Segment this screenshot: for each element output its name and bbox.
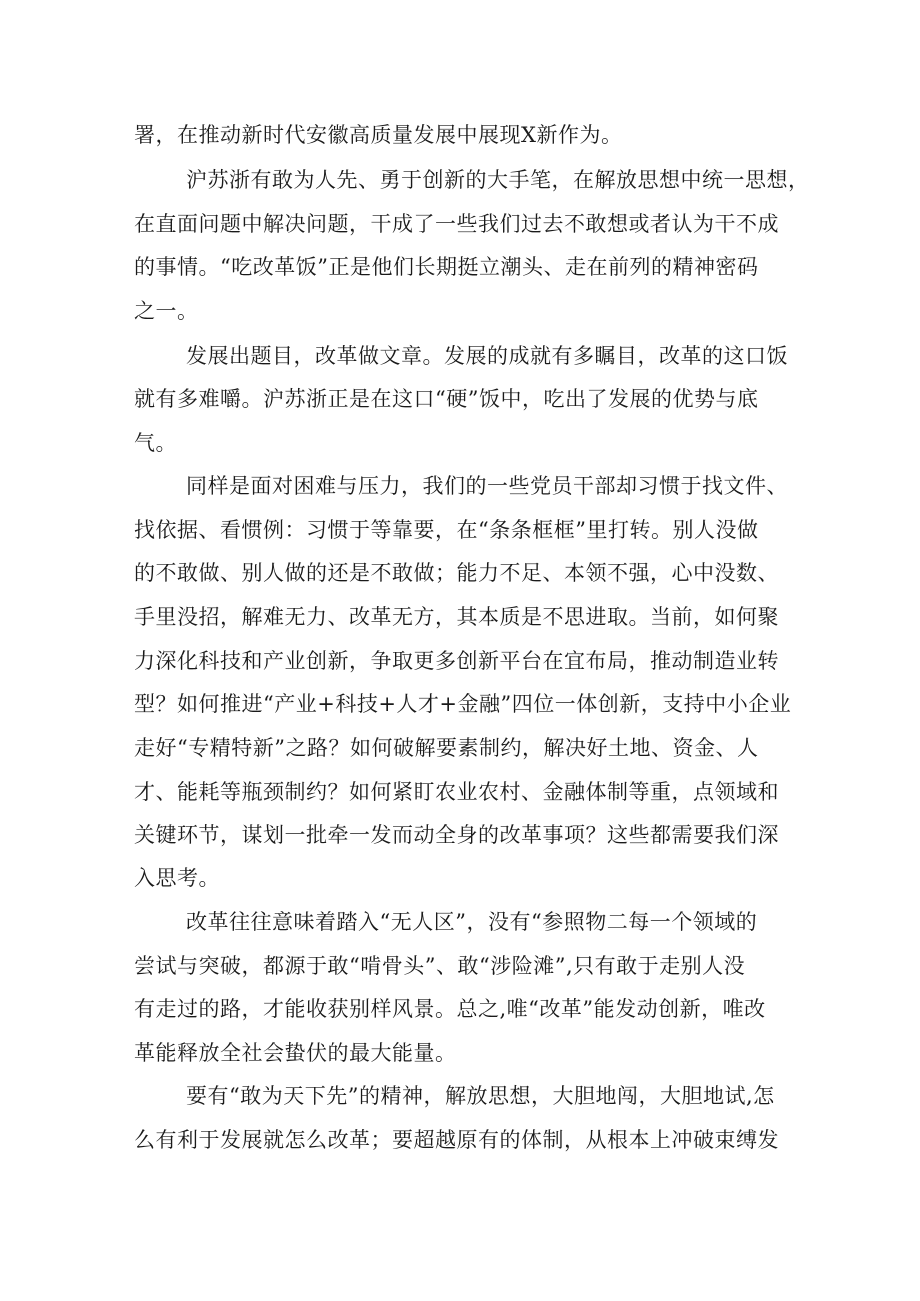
text-line: 有走过的路，才能收获别样风景。总之,唯“改革”能发动创新，唯改: [134, 997, 766, 1021]
paragraph-first-line: 改革往往意味着踏入“无人区”，没有“参照物二每一个领域的: [186, 910, 758, 934]
text-line: 之一。: [134, 299, 199, 323]
paragraph-first-line: 沪苏浙有敢为人先、勇于创新的大手笔，在解放思想中统一思想，: [186, 168, 810, 192]
text-line: 在直面问题中解决问题，干成了一些我们过去不敢想或者认为干不成: [134, 212, 779, 236]
text-line: 就有多难嚼。沪苏浙正是在这口“硬”饭中，吃出了发展的优势与底: [134, 387, 759, 411]
text-line: 的不敢做、别人做的还是不敢做；能力不足、本领不强，心中没数、: [134, 561, 779, 585]
text-line: 走好“专精特新”之路？如何破解要素制约，解决好土地、资金、人: [134, 736, 759, 760]
text-line: 手里没招，解难无力、改革无方，其本质是不思进取。当前，如何聚: [134, 605, 779, 629]
text-line: 么有利于发展就怎么改革；要超越原有的体制，从根本上冲破束缚发: [134, 1128, 779, 1152]
paragraph-first-line: 同样是面对困难与压力，我们的一些党员干部却习惯于找文件、: [186, 474, 788, 498]
text-line: 才、能耗等瓶颈制约？如何紧盯农业农村、金融体制等重，点领域和: [134, 780, 779, 804]
text-line: 找依据、看惯例：习惯于等靠要，在“条条框框”里打转。别人没做: [134, 518, 759, 542]
paragraph-first-line: 要有“敢为天下先”的精神，解放思想，大胆地闯，大胆地试,怎: [186, 1084, 775, 1108]
text-line: 署，在推动新时代安徽高质量发展中展现X新作为。: [134, 123, 623, 147]
text-line: 力深化科技和产业创新，争取更多创新平台在宜布局，推动制造业转: [134, 649, 779, 673]
text-line: 气。: [134, 431, 177, 455]
paragraph-first-line: 发展出题目，改革做文章。发展的成就有多瞩目，改革的这口饭: [186, 344, 788, 368]
text-line: 型？如何推进“产业+科技+人才+金融”四位一体创新，支持中小企业: [134, 692, 792, 716]
text-line: 革能释放全社会蛰伏的最大能量。: [134, 1041, 457, 1065]
text-line: 入思考。: [134, 866, 220, 890]
text-line: 尝试与突破，都源于敢“啃骨头”、敢“涉险滩”,只有敢于走别人没: [134, 954, 746, 978]
text-line: 的事情。“吃改革饭”正是他们长期挺立潮头、走在前列的精神密码: [134, 255, 759, 279]
text-line: 关键环节，谋划一批牵一发而动全身的改革事项？这些都需要我们深: [134, 823, 779, 847]
